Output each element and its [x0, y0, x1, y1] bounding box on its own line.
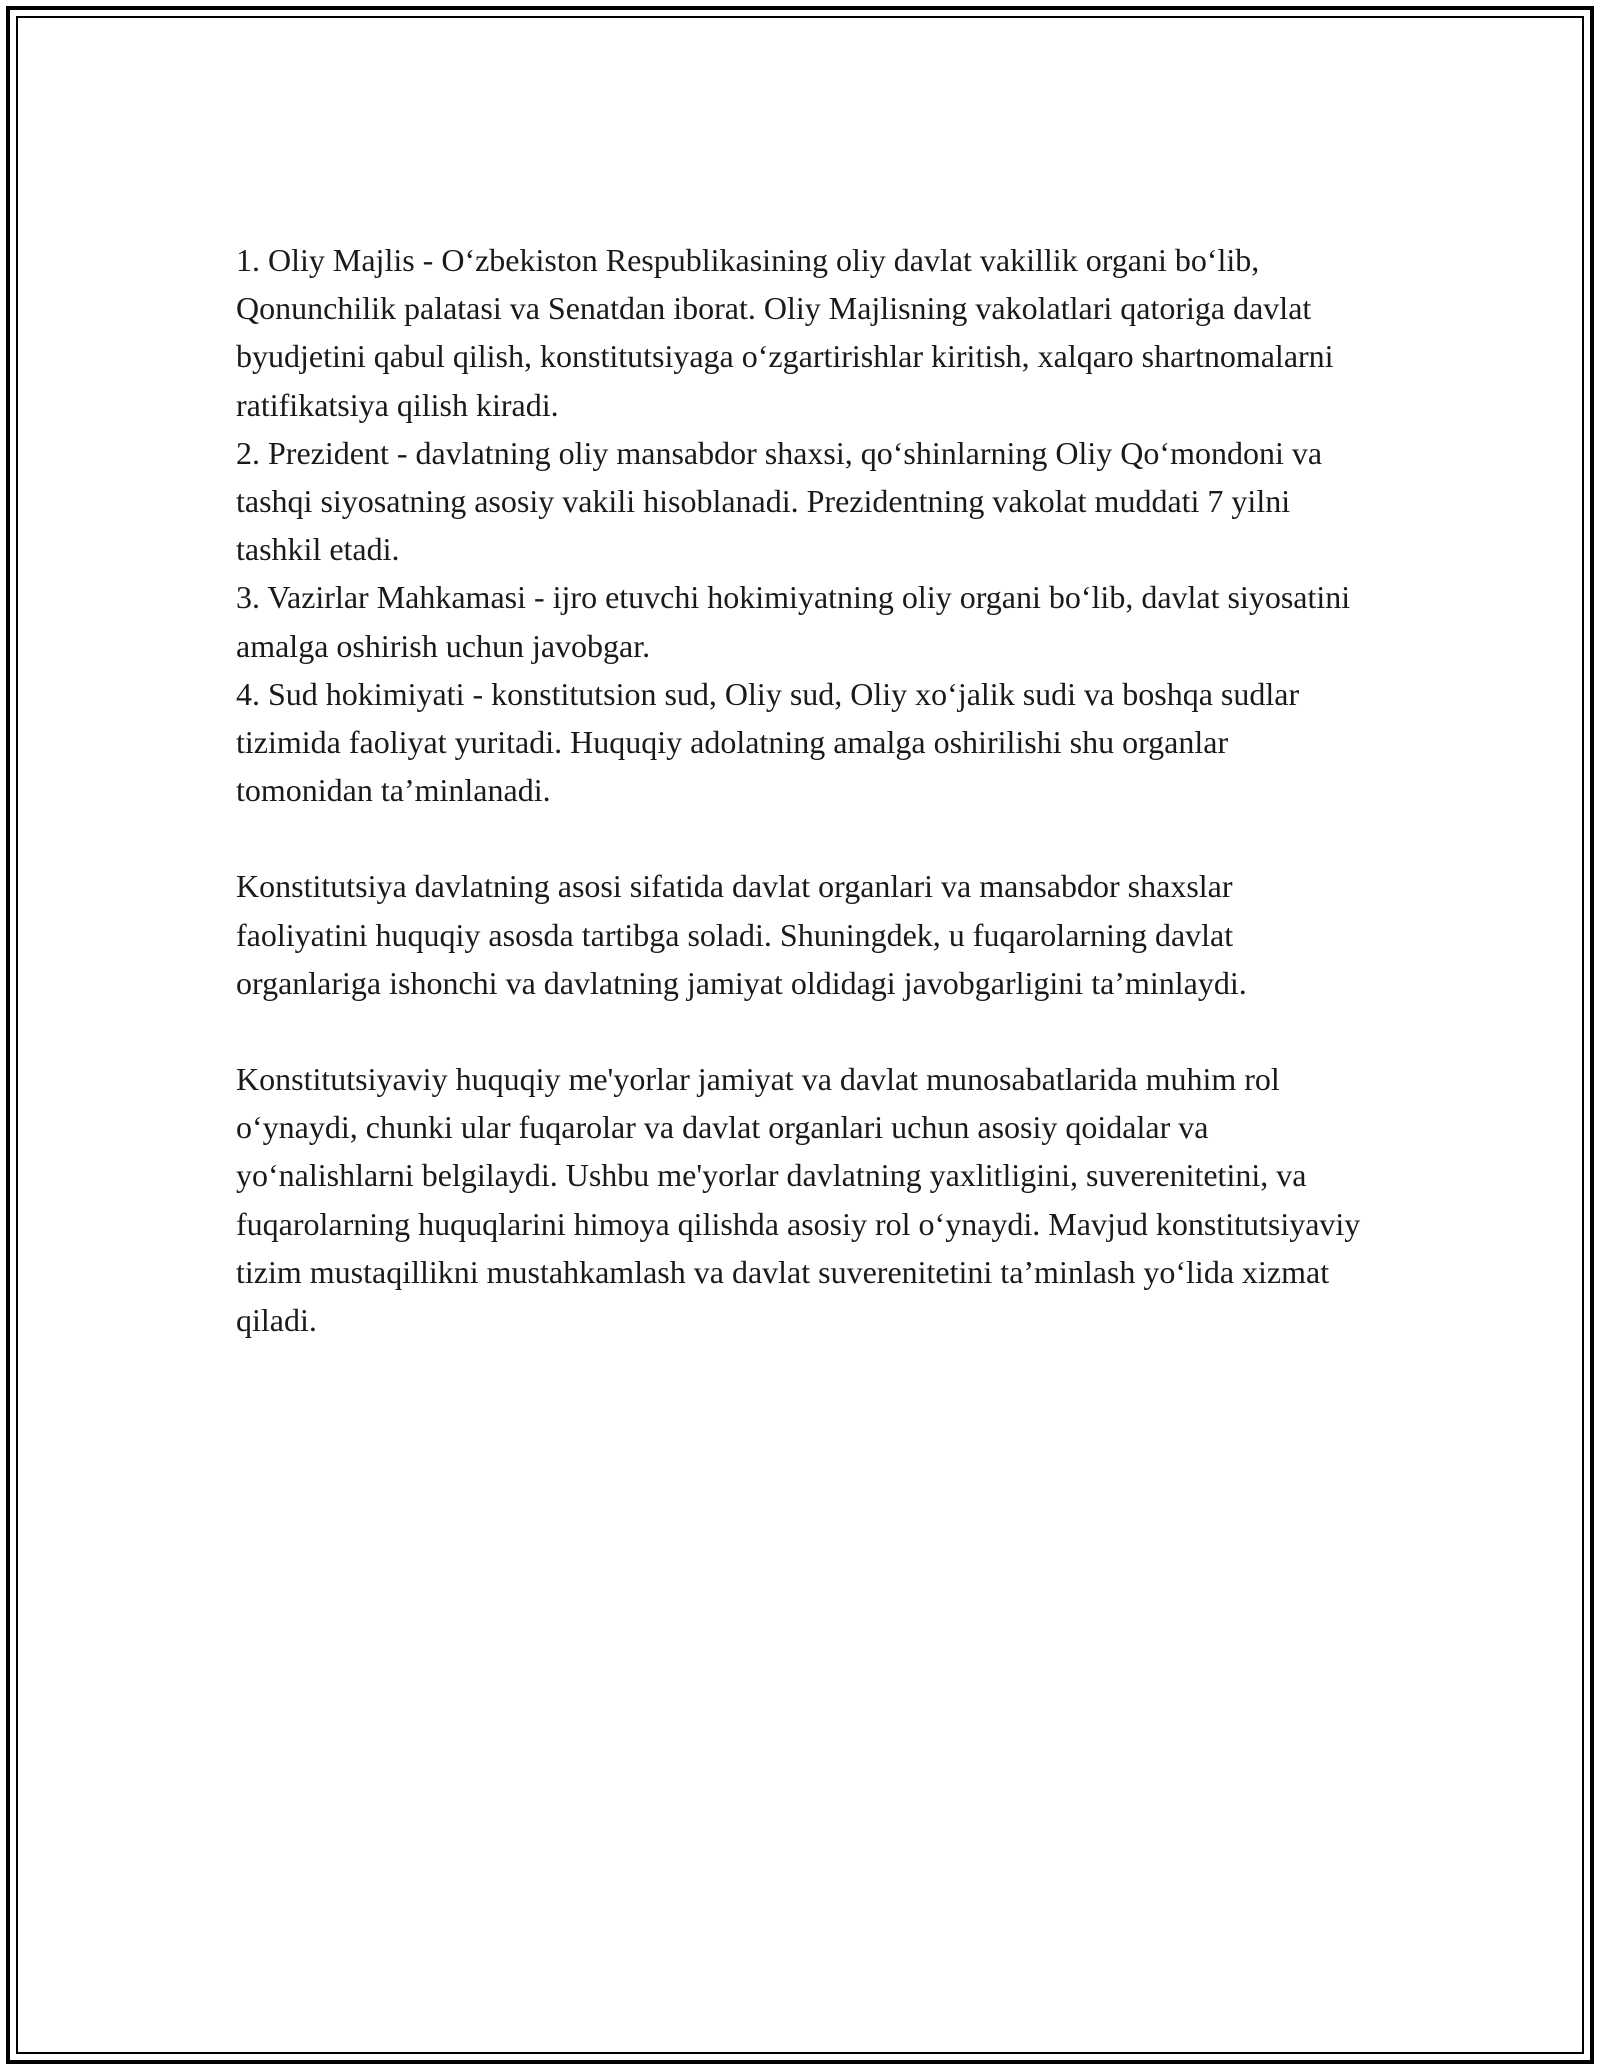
- list-item-oliy-majlis: 1. Oliy Majlis - O‘zbekiston Respublikasining oliy davlat vakillik organi bo‘lib, Qonunchilik palatasi va Senatdan iborat. Oliy Majlisning vakolatlari qatoriga davlat byudjetini qabul qilish, konstitutsiyaga o‘zgartirishlar kiritish, xalqaro shartnomalarni ratifikatsiya qilish kiradi.: [236, 242, 1334, 423]
- paragraph-gap: [236, 814, 1366, 862]
- list-item-sud-hokimiyati: 4. Sud hokimiyati - konstitutsion sud, Oliy sud, Oliy xo‘jalik sudi va boshqa sudlar tizimida faoliyat yuritadi. Huquqiy adolatning amalga oshirilishi shu organlar tomonidan ta’minlanadi.: [236, 675, 1300, 809]
- list-item-prezident: 2. Prezident - davlatning oliy mansabdor shaxsi, qo‘shinlarning Oliy Qo‘mondoni va tashqi siyosatning asosiy vakili hisoblanadi. Prezidentning vakolat muddati 7 yilni tashkil etadi.: [236, 434, 1323, 568]
- document-body: [236, 236, 1366, 1344]
- paragraph-konstitutsiyaviy-meyorlar: Konstitutsiyaviy huquqiy me'yorlar jamiyat va davlat munosabatlarida muhim rol o‘ynaydi, chunki ular fuqarolar va davlat organlari uchun asosiy qoidalar va yo‘nalishlarni belgilaydi. Ushbu me'yorlar davlatning yaxlitligini, suverenitetini, va fuqarolarning huquqlarini himoya qilishda asosiy rol o‘ynaydi. Mavjud konstitutsiyaviy tizim mustaqillikni mustahkamlash va davlat suverenitetini ta’minlash yo‘lida xizmat qiladi.: [236, 1061, 1361, 1339]
- paragraph-konstitutsiya: Konstitutsiya davlatning asosi sifatida davlat organlari va mansabdor shaxslar faoliyatini huquqiy asosda tartibga soladi. Shuningdek, u fuqarolarning davlat organlariga ishonchi va davlatning jamiyat oldidagi javobgarligini ta’minlaydi.: [236, 868, 1247, 1001]
- list-item-vazirlar-mahkamasi: 3. Vazirlar Mahkamasi - ijro etuvchi hokimiyatning oliy organi bo‘lib, davlat siyosatini amalga oshirish uchun javobgar.: [236, 579, 1351, 664]
- paragraph-gap: [236, 1007, 1366, 1055]
